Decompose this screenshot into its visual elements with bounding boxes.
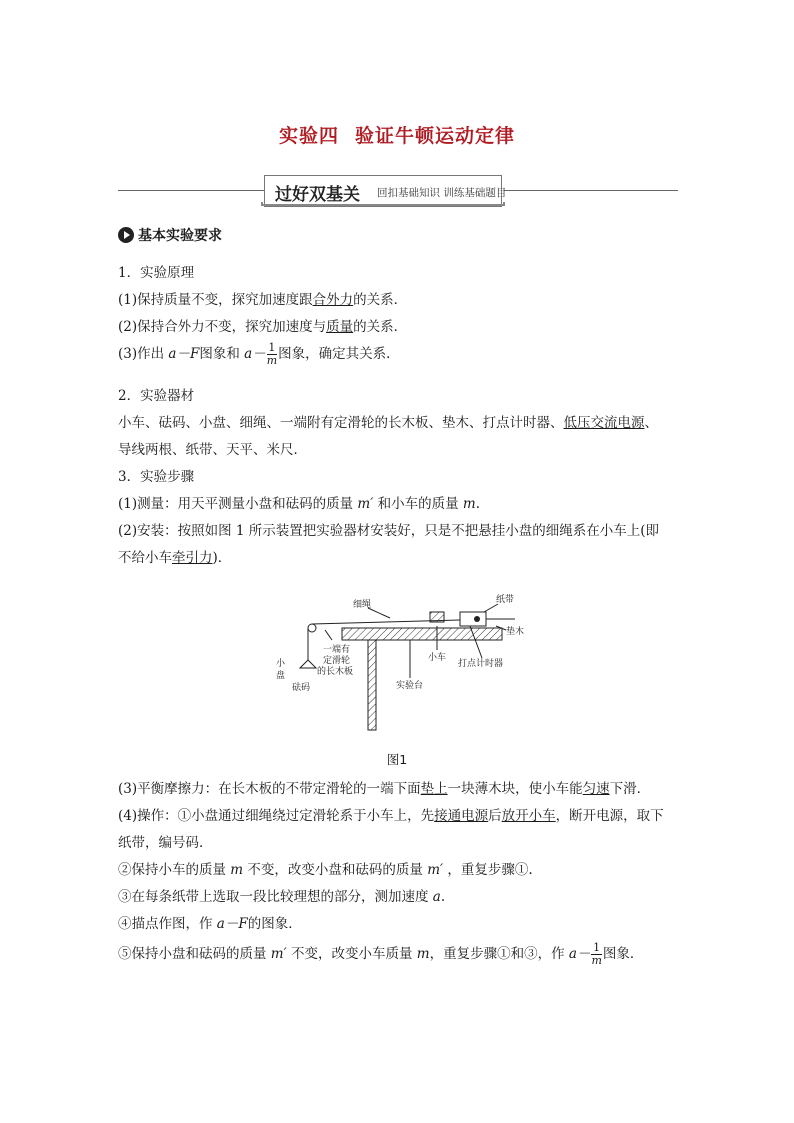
- label-weights: 砝码: [292, 683, 311, 693]
- s2-head: 2．实验器材: [118, 388, 195, 404]
- label-tape: 纸带: [496, 595, 515, 605]
- s3-line9: ④描点作图，作 a－F的图象．: [118, 916, 302, 932]
- apparatus-figure: [270, 590, 540, 740]
- board-label-line: [325, 630, 332, 640]
- s1-head: 1．实验原理: [118, 265, 195, 281]
- s3-line1: (1)测量：用天平测量小盘和砝码的质量 m′ 和小车的质量 m.: [118, 496, 480, 512]
- pulley: [308, 624, 316, 632]
- figure-caption: 图1: [386, 752, 408, 767]
- title-part1: 实验四: [278, 125, 339, 147]
- s3-head: 3．实验步骤: [118, 469, 195, 485]
- s3-line8: ③在每条纸带上选取一段比较理想的部分，测加速度 a.: [118, 889, 446, 905]
- label-pan-2: 盘: [276, 671, 286, 681]
- label-rope: 细绳: [353, 600, 372, 610]
- s2-line2: 导线两根、纸带、天平、米尺．: [118, 442, 307, 458]
- table-leg: [368, 640, 376, 730]
- label-table: 实验台: [396, 681, 424, 691]
- title-part2: 验证牛顿运动定律: [355, 125, 516, 147]
- label-board-2: 定滑轮: [323, 656, 351, 666]
- banner-rule-right: [504, 190, 678, 191]
- banner-rule-left: [118, 190, 264, 191]
- label-board-1: 一端有: [323, 645, 351, 655]
- s1-line2: (2)保持合外力不变，探究加速度与质量的关系．: [118, 319, 408, 335]
- banner-sub-text: 回扣基础知识 训练基础题目: [377, 187, 507, 199]
- s3-line4: (3)平衡摩擦力：在长木板的不带定滑轮的一端下面垫上一块薄木块，使小车能匀速下滑．: [118, 781, 651, 797]
- rope-label-line: [368, 608, 390, 618]
- tape-label-line: [484, 604, 498, 612]
- label-block: 垫木: [506, 627, 525, 637]
- apparatus-diagram: [270, 590, 540, 740]
- label-timer: 打点计时器: [458, 659, 504, 669]
- pan-weights: [300, 660, 316, 668]
- label-cart: 小车: [428, 653, 447, 663]
- label-board-3: 的长木板: [317, 667, 354, 677]
- label-pan-1: 小: [276, 659, 286, 669]
- banner-box: [264, 175, 507, 207]
- s3-line6: 纸带，编号码．: [118, 835, 213, 851]
- s1-line1: (1)保持质量不变，探究加速度跟合外力的关系．: [118, 292, 408, 308]
- s1-line3: (3)作出 a－F图象和 a－ $\frac{1}{m}$ 图象，确定其关系．: [118, 341, 400, 367]
- s3-line2: (2)安装：按照如图 1 所示装置把实验器材安装好，只是不把悬挂小盘的细绳系在小车上(即: [118, 523, 660, 539]
- banner-main-text: 过好双基关: [275, 185, 360, 205]
- long-board: [342, 628, 502, 640]
- play-bullet-icon: [118, 227, 134, 243]
- s3-line3: 不给小车牵引力)．: [118, 550, 232, 566]
- fraction-1-over-m-2: $\frac{1}{m}$: [591, 941, 602, 967]
- s3-line10: ⑤保持小盘和砝码的质量 m′ 不变，改变小车质量 m，重复步骤①和③，作 a－ $\frac{1}{m}$ 图象．: [118, 941, 644, 967]
- section-heading: [118, 225, 222, 245]
- section-heading-text: 基本实验要求: [138, 228, 222, 244]
- timer-dot: [474, 616, 480, 622]
- s2-line1: 小车、砝码、小盘、细绳、一端附有定滑轮的长木板、垫木、打点计时器、低压交流电源、: [118, 415, 658, 431]
- s3-line7: ②保持小车的质量 m 不变，改变小盘和砝码的质量 m′ ，重复步骤①.: [118, 862, 533, 878]
- cart: [430, 612, 444, 622]
- s3-line5: (4)操作：①小盘通过细绳绕过定滑轮系于小车上，先接通电源后放开小车，断开电源，取下: [118, 808, 664, 824]
- section-banner: [118, 173, 678, 209]
- fraction-1-over-m: $\frac{1}{m}$: [266, 341, 278, 367]
- page-title: [0, 121, 794, 148]
- timer: [460, 612, 486, 626]
